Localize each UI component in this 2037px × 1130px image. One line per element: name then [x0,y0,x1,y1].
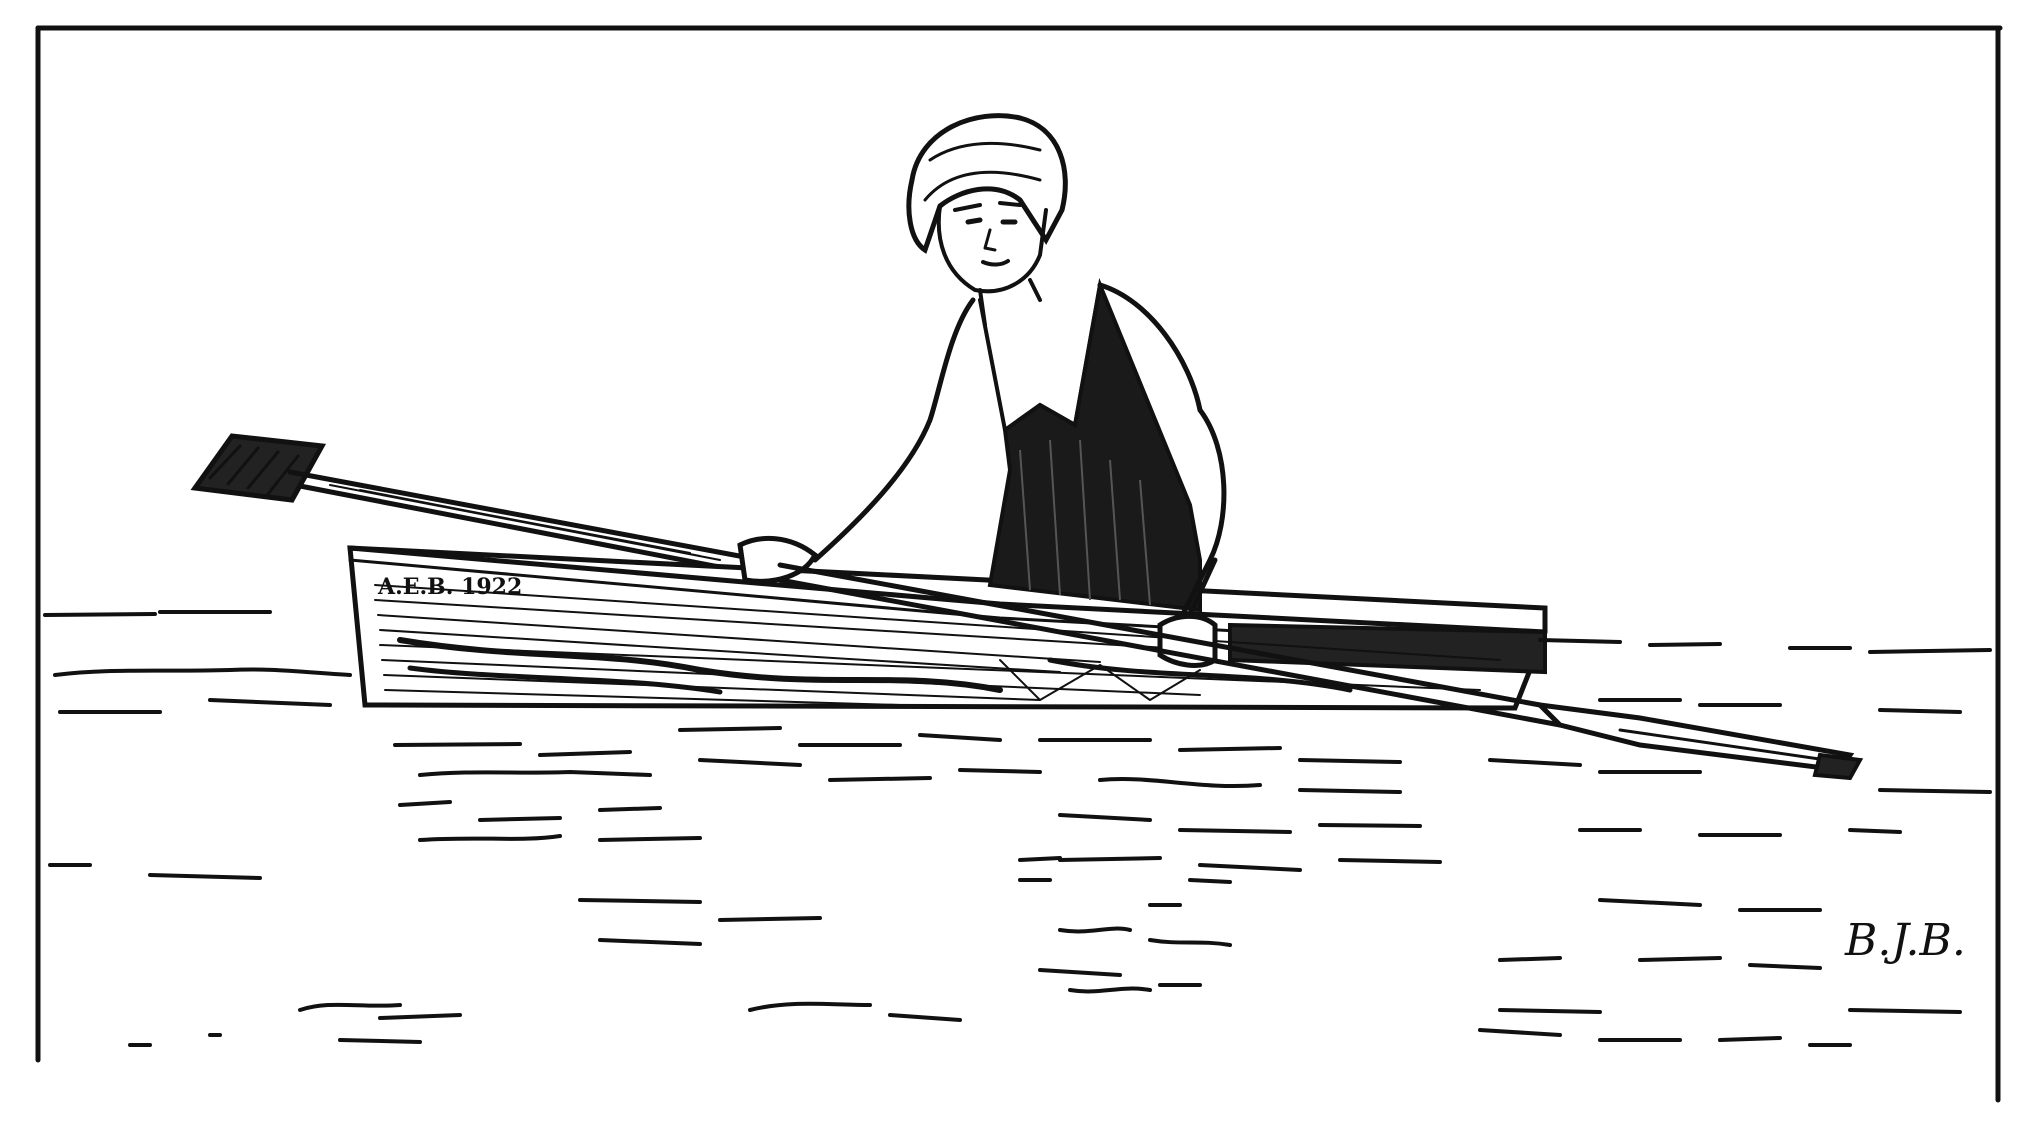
hull-inscription: A.E.B. 1922 [378,574,523,600]
far-oar [195,436,750,572]
rowboat [350,548,1545,708]
artist-signature [1844,915,1966,966]
svg-text:B.J.B.: B.J.B. [1845,915,1966,966]
